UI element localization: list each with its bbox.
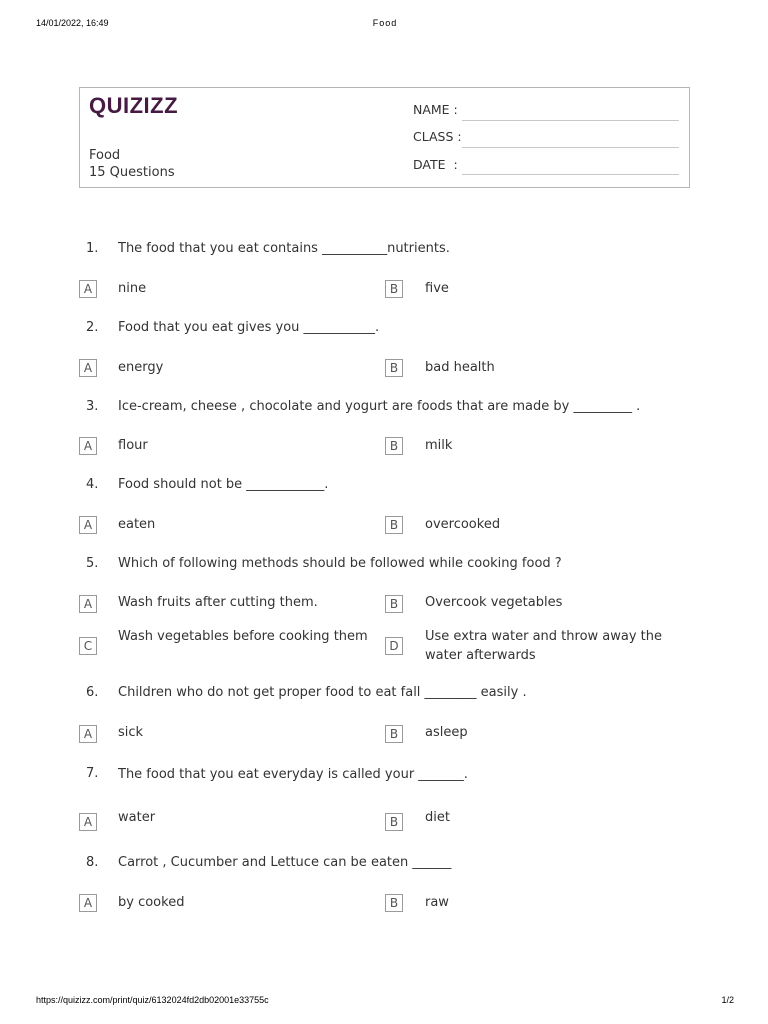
question-number: 4. bbox=[86, 477, 99, 492]
question-number: 2. bbox=[86, 320, 99, 335]
option-b-text: bad health bbox=[425, 360, 495, 375]
option-d-text: Use extra water and throw away the water afterwards bbox=[425, 629, 663, 663]
option-a-text: nine bbox=[118, 281, 147, 296]
option-b-box[interactable]: B bbox=[385, 813, 403, 831]
option-b-text: raw bbox=[425, 895, 449, 910]
print-url: https://quizizz.com/print/quiz/6132024fd2db02001e33755c bbox=[36, 995, 269, 1005]
question-text: The food that you eat everyday is called your _______. bbox=[118, 767, 468, 782]
name-line bbox=[462, 120, 679, 121]
option-a-text: energy bbox=[118, 360, 164, 375]
option-b-box[interactable]: B bbox=[385, 725, 403, 743]
option-a-text: sick bbox=[118, 725, 144, 740]
quiz-title: Food bbox=[89, 148, 121, 163]
option-a-box[interactable]: A bbox=[79, 595, 97, 613]
option-d-box[interactable]: D bbox=[385, 637, 403, 655]
option-a-text: eaten bbox=[118, 517, 156, 532]
question-number: 3. bbox=[86, 399, 99, 414]
option-a-box[interactable]: A bbox=[79, 725, 97, 743]
option-a-box[interactable]: A bbox=[79, 437, 97, 455]
option-b-text: overcooked bbox=[425, 517, 501, 532]
option-b-box[interactable]: B bbox=[385, 894, 403, 912]
question-text: Food that you eat gives you ___________. bbox=[118, 320, 380, 335]
option-a-box[interactable]: A bbox=[79, 813, 97, 831]
question-number: 8. bbox=[86, 855, 99, 870]
option-b-text: diet bbox=[425, 810, 450, 825]
option-a-text: Wash fruits after cutting them. bbox=[118, 595, 318, 610]
question-text: Carrot , Cucumber and Lettuce can be eaten ______ bbox=[118, 855, 452, 870]
option-a-text: by cooked bbox=[118, 895, 185, 910]
print-title: Food bbox=[372, 18, 398, 28]
page-number: 1/2 bbox=[721, 995, 734, 1005]
question-count: 15 Questions bbox=[89, 165, 175, 180]
date-label: DATE : bbox=[413, 157, 458, 172]
question-text: Which of following methods should be followed while cooking food ? bbox=[118, 556, 562, 571]
class-line bbox=[462, 147, 679, 148]
option-b-box[interactable]: B bbox=[385, 595, 403, 613]
question-number: 5. bbox=[86, 556, 99, 571]
option-a-box[interactable]: A bbox=[79, 359, 97, 377]
option-b-box[interactable]: B bbox=[385, 437, 403, 455]
option-a-text: water bbox=[118, 810, 156, 825]
option-b-box[interactable]: B bbox=[385, 516, 403, 534]
option-a-box[interactable]: A bbox=[79, 516, 97, 534]
date-line bbox=[462, 174, 679, 175]
option-c-text: Wash vegetables before cooking them bbox=[118, 629, 368, 644]
option-b-text: five bbox=[425, 281, 449, 296]
option-a-text: flour bbox=[118, 438, 148, 453]
option-b-box[interactable]: B bbox=[385, 359, 403, 377]
question-number: 7. bbox=[86, 766, 99, 781]
class-label: CLASS : bbox=[413, 129, 462, 144]
question-text: Food should not be ____________. bbox=[118, 477, 329, 492]
question-number: 6. bbox=[86, 685, 99, 700]
option-b-text: Overcook vegetables bbox=[425, 595, 563, 610]
option-a-box[interactable]: A bbox=[79, 894, 97, 912]
option-b-box[interactable]: B bbox=[385, 280, 403, 298]
name-label: NAME : bbox=[413, 102, 458, 117]
option-b-text: milk bbox=[425, 438, 453, 453]
option-a-box[interactable]: A bbox=[79, 280, 97, 298]
quizizz-logo: QUIZIZZ bbox=[89, 93, 179, 118]
question-text: Children who do not get proper food to eat fall ________ easily . bbox=[118, 685, 527, 700]
option-c-box[interactable]: C bbox=[79, 637, 97, 655]
question-text: Ice-cream, cheese , chocolate and yogurt are foods that are made by _________ . bbox=[118, 399, 641, 414]
print-datetime: 14/01/2022, 16:49 bbox=[36, 18, 109, 28]
question-text: The food that you eat contains __________nutrients. bbox=[118, 241, 450, 256]
question-number: 1. bbox=[86, 241, 99, 256]
option-b-text: asleep bbox=[425, 725, 468, 740]
